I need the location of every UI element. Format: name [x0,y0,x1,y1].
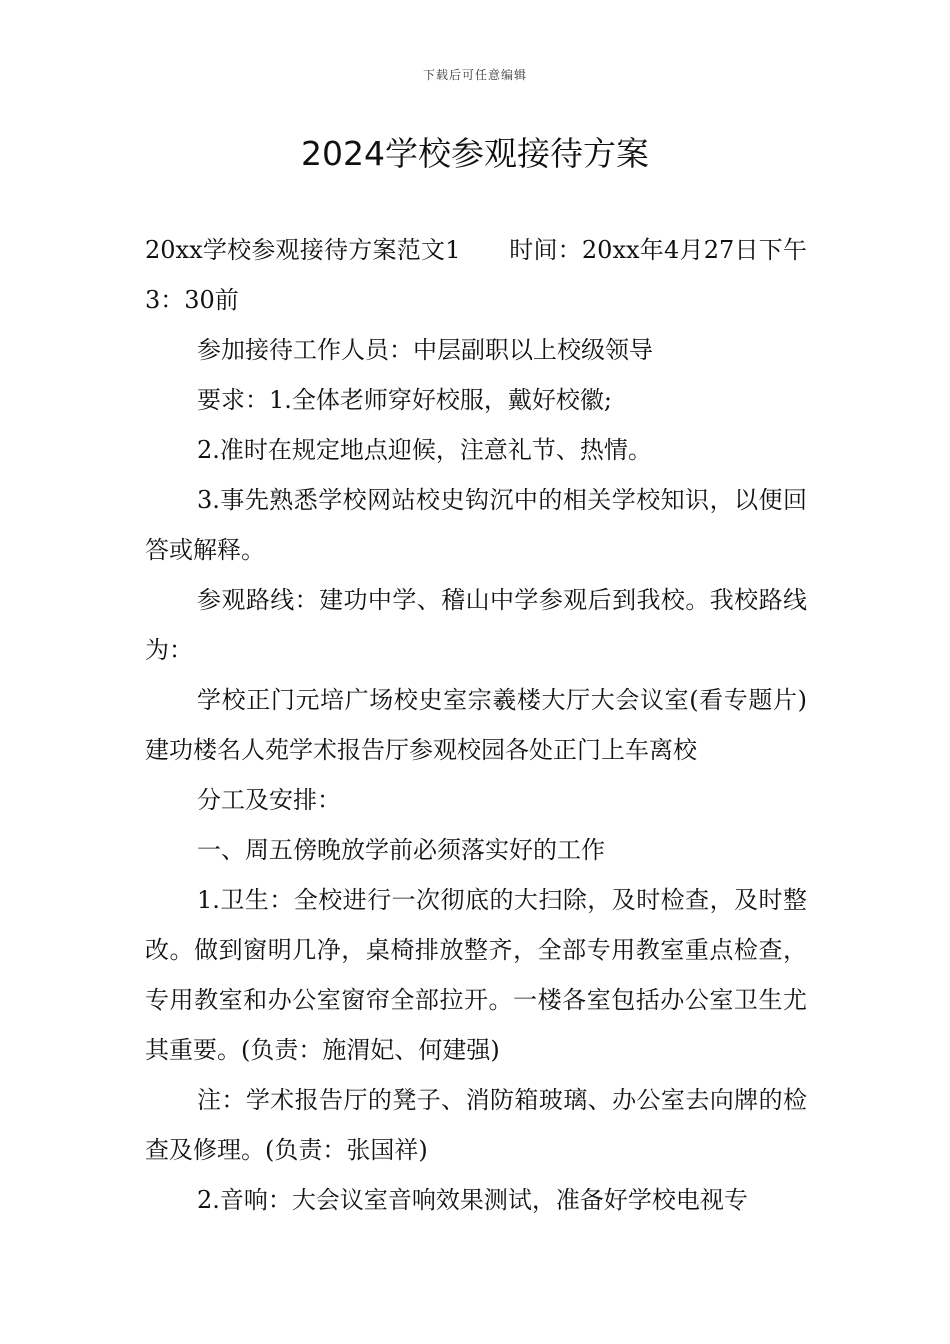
paragraph-requirement-2: 2.准时在规定地点迎候，注意礼节、热情。 [197,436,652,464]
paragraph-note: 注：学术报告厅的凳子、消防箱玻璃、办公室去向牌的检查及修理。(负责：张国祥) [145,1086,807,1164]
document-body [145,225,807,1225]
paragraph-audio: 2.音响：大会议室音响效果测试，准备好学校电视专 [197,1186,748,1214]
paragraph-hygiene: 1.卫生：全校进行一次彻底的大扫除，及时检查，及时整改。做到窗明几净，桌椅排放整齐，全部专用教室重点检查，专用教室和办公室窗帘全部拉开。一楼各室包括办公室卫生尤其重要。(负责：施渭妃、何建强) [145,886,807,1064]
paragraph-staff: 参加接待工作人员：中层副职以上校级领导 [197,336,653,364]
paragraph-route-detail: 学校正门元培广场校史室宗羲楼大厅大会议室(看专题片)建功楼名人苑学术报告厅参观校园各处正门上车离校 [145,686,807,764]
header-note: 下载后可任意编辑 [422,68,527,82]
paragraph-route: 参观路线：建功中学、稽山中学参观后到我校。我校路线为： [145,586,807,664]
paragraph-requirement-1: 要求：1.全体老师穿好校服，戴好校徽; [197,386,612,414]
paragraph-requirement-3: 3.事先熟悉学校网站校史钩沉中的相关学校知识，以便回答或解释。 [145,486,807,564]
paragraph-assignment-heading: 分工及安排： [197,786,341,814]
paragraph-section-1-heading: 一、周五傍晚放学前必须落实好的工作 [197,836,605,864]
paragraph-intro: 20xx学校参观接待方案范文1 时间：20xx年4月27日下午3：30前 [145,236,807,314]
document-title: 2024学校参观接待方案 [301,134,649,173]
